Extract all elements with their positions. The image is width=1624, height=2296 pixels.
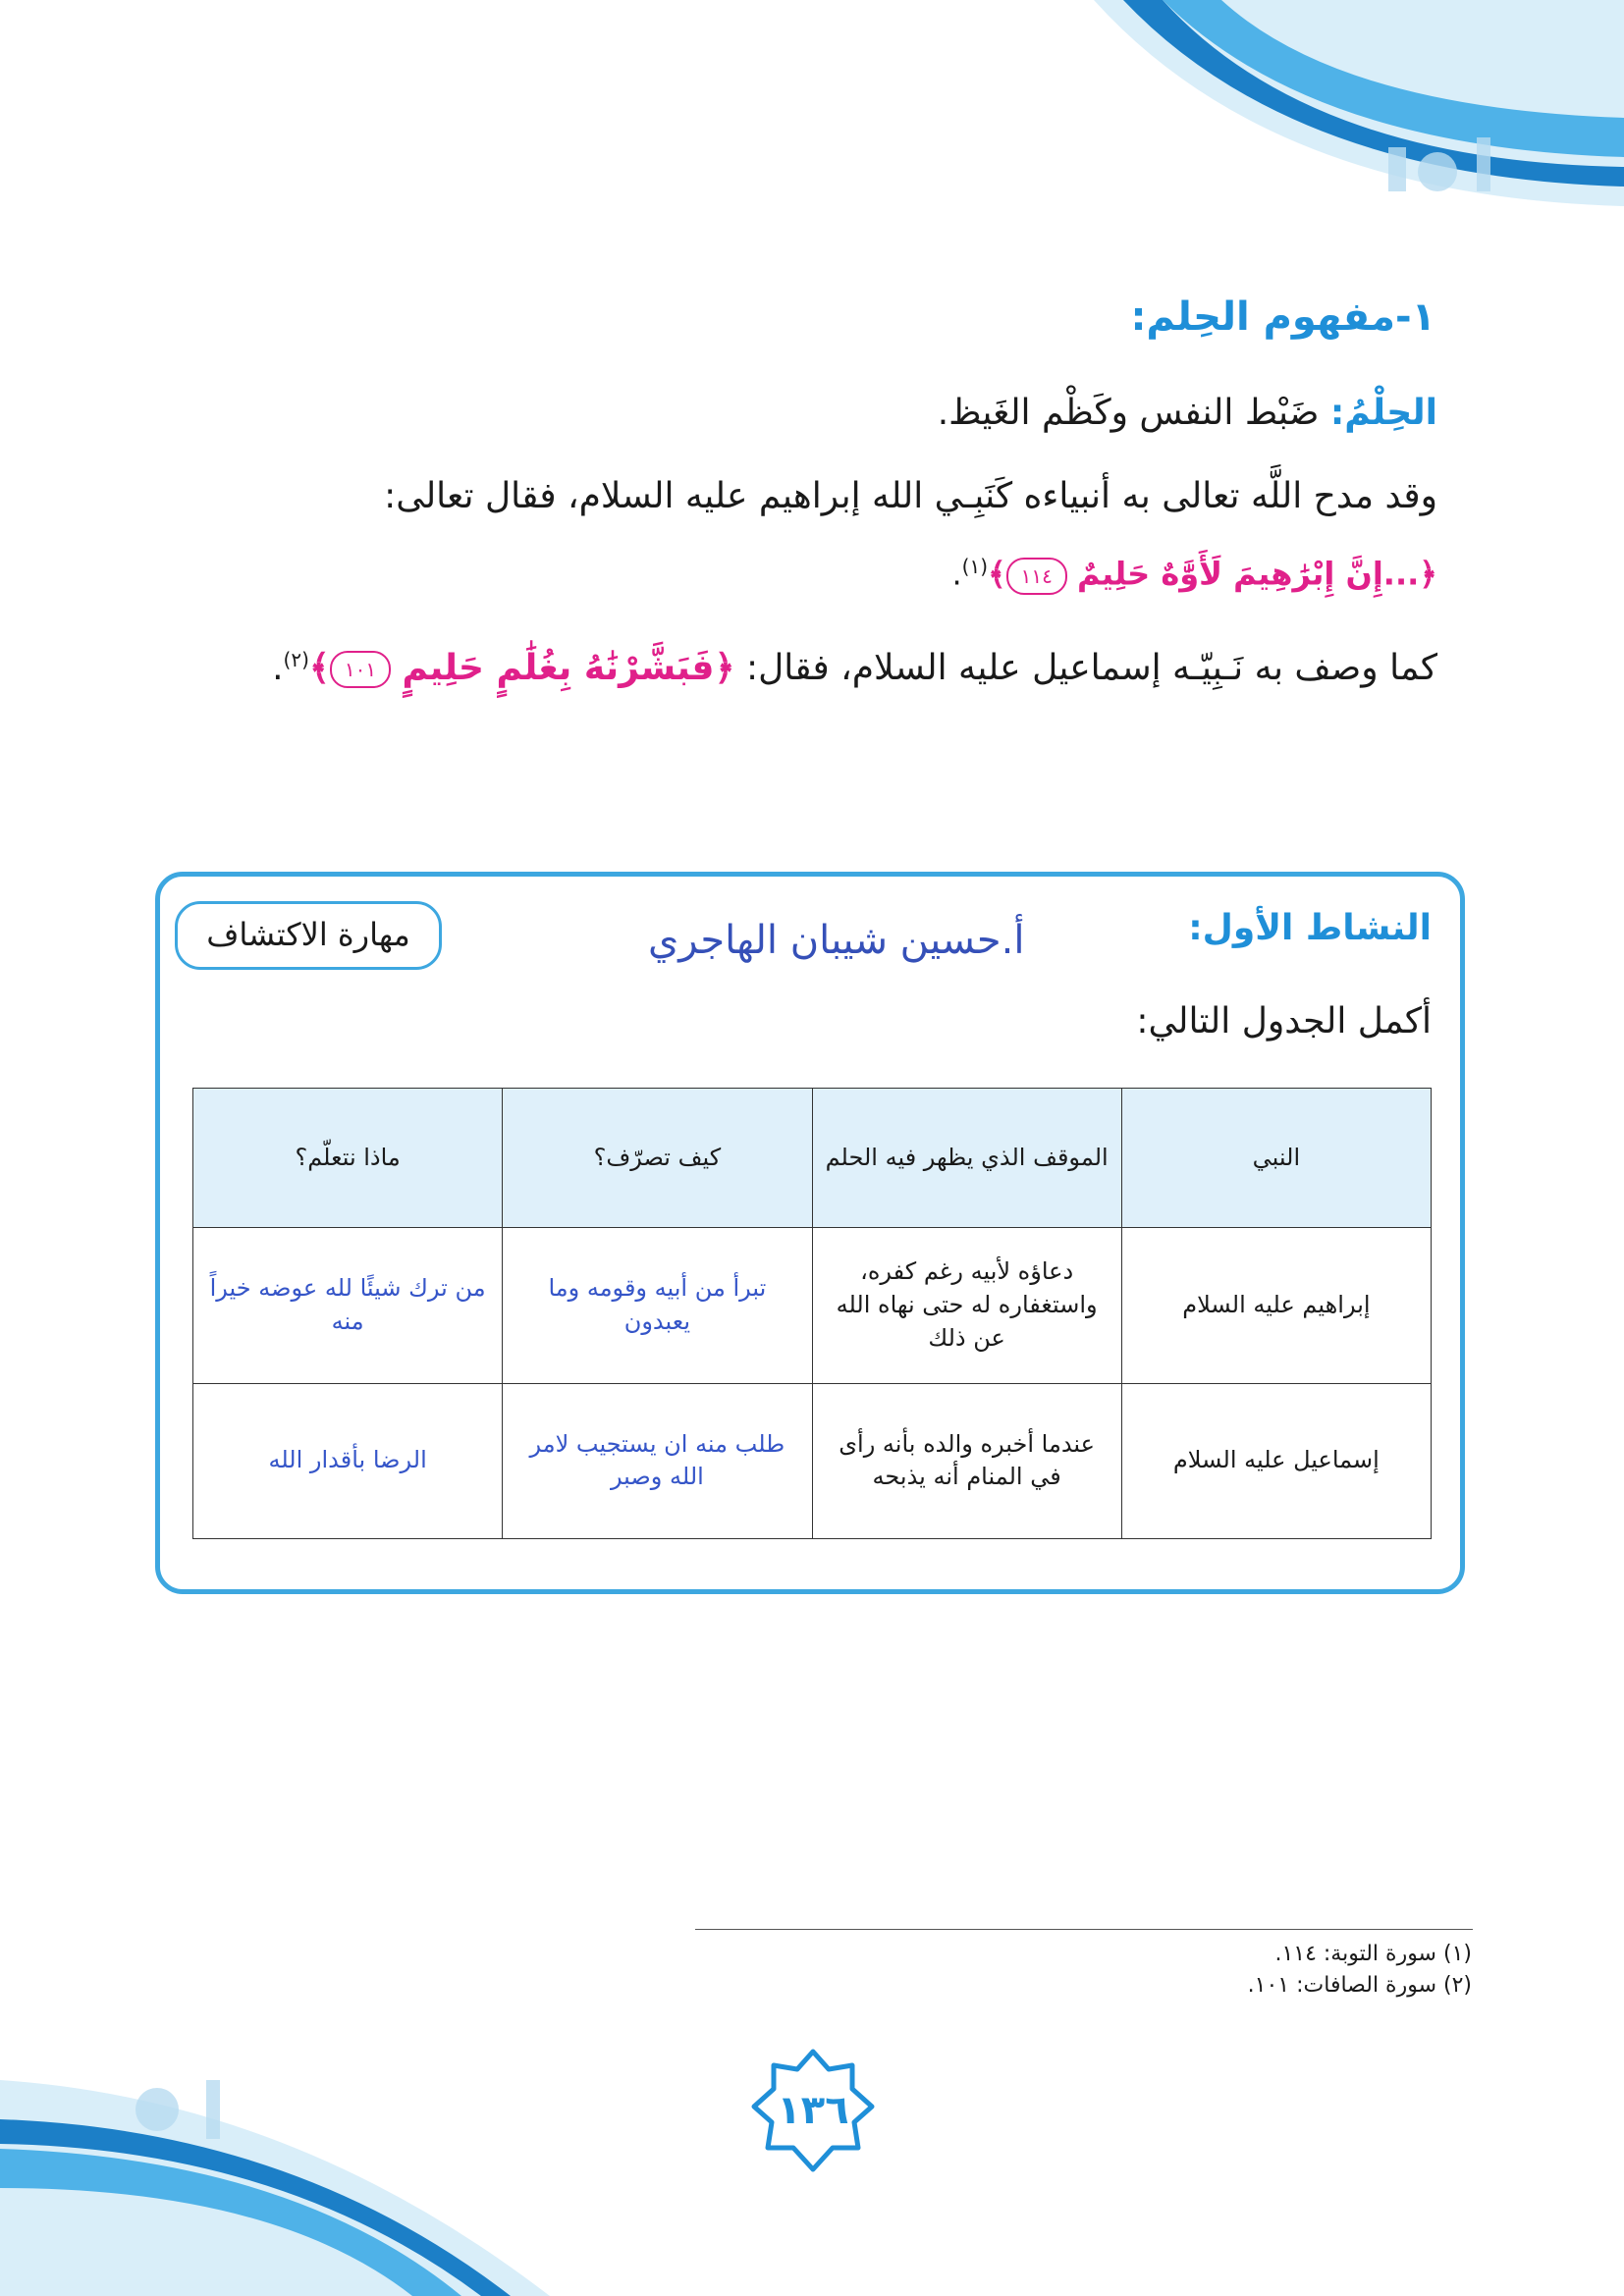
- table-row: [193, 1383, 1432, 1539]
- header-situation: الموقف الذي يظهر فيه الحلم: [812, 1089, 1121, 1228]
- footnotes: [1248, 1939, 1472, 2002]
- verse-1-close-bracket: ﴾: [988, 555, 1006, 593]
- cell-situation: عندما أخبره والده بأنه رأى في المنام أنه يذبحه: [812, 1383, 1121, 1539]
- page-number: ١٣٦: [777, 2088, 849, 2133]
- verse-2-open-bracket: ﴿: [714, 648, 735, 688]
- footnote-divider: [695, 1929, 1473, 1930]
- footnote-ref-2: (٢): [283, 648, 309, 671]
- footnote-1: (١) سورة التوبة: ١١٤.: [1274, 1942, 1472, 1966]
- section-heading: ١-مفهوم الحِلم:: [1130, 294, 1435, 340]
- verse-1-ayah-number: ١١٤: [1006, 558, 1067, 595]
- bottom-corner-decoration: [0, 2041, 609, 2296]
- header-prophet: النبي: [1121, 1089, 1431, 1228]
- verse-1-line: [951, 555, 1437, 595]
- definition-line: [938, 393, 1437, 433]
- verse-1-open-bracket: ﴿: [1419, 555, 1437, 593]
- activity-instruction: أكمل الجدول التالي:: [1136, 1001, 1432, 1041]
- cell-action[interactable]: تبرأ من أبيه وقومه وما يعبدون: [503, 1228, 812, 1384]
- verse-2-end: .: [272, 648, 284, 688]
- describe-text: كما وصف به نَـبِيّـه إسماعيل عليه السلام، فقال:: [734, 648, 1437, 688]
- activity-table: [192, 1088, 1432, 1539]
- cell-lesson[interactable]: الرضا بأقدار الله: [193, 1383, 503, 1539]
- top-corner-decoration: [1015, 0, 1624, 255]
- cell-prophet: إسماعيل عليه السلام: [1121, 1383, 1431, 1539]
- praise-text: وقد مدح اللَّه تعالى به أنبياءه كَنَبِـي الله إبراهيم عليه السلام، فقال تعالى:: [384, 476, 1437, 516]
- footnote-2: (٢) سورة الصافات: ١٠١.: [1247, 1972, 1472, 1998]
- cell-lesson[interactable]: من ترك شيئًا لله عوضه خيراً منه: [193, 1228, 503, 1384]
- verse-2-text: فَبَشَّرْنَٰهُ بِغُلَٰمٍ حَلِيمٍ: [402, 648, 715, 688]
- verse-1-end: .: [951, 555, 962, 593]
- skill-badge: مهارة الاكتشاف: [175, 901, 442, 970]
- describe-line: [272, 648, 1437, 688]
- header-action: كيف تصرّف؟: [503, 1089, 812, 1228]
- activity-label: النشاط الأول:: [1188, 908, 1432, 948]
- header-lesson: ماذا نتعلّم؟: [193, 1089, 503, 1228]
- definition-term: الحِلْمُ:: [1329, 393, 1437, 433]
- cell-action[interactable]: طلب منه ان يستجيب لامر الله وصبر: [503, 1383, 812, 1539]
- cell-situation: دعاؤه لأبيه رغم كفره، واستغفاره له حتى نهاه الله عن ذلك: [812, 1228, 1121, 1384]
- verse-2-ayah-number: ١٠١: [330, 651, 391, 688]
- verse-1-text: ...إِنَّ إِبْرَٰهِيمَ لَأَوَّٰهٌ حَلِيمٌ: [1076, 555, 1420, 593]
- verse-2-close-bracket: ﴾: [308, 648, 330, 688]
- definition-text: ضَبْط النفس وكَظْم الغَيظ.: [937, 393, 1330, 433]
- footnote-ref-1: (١): [961, 555, 989, 578]
- cell-prophet: إبراهيم عليه السلام: [1121, 1228, 1431, 1384]
- table-row: [193, 1228, 1432, 1384]
- teacher-name: أ.حسين شيبان الهاجري: [648, 918, 1025, 963]
- table-header-row: [193, 1089, 1432, 1228]
